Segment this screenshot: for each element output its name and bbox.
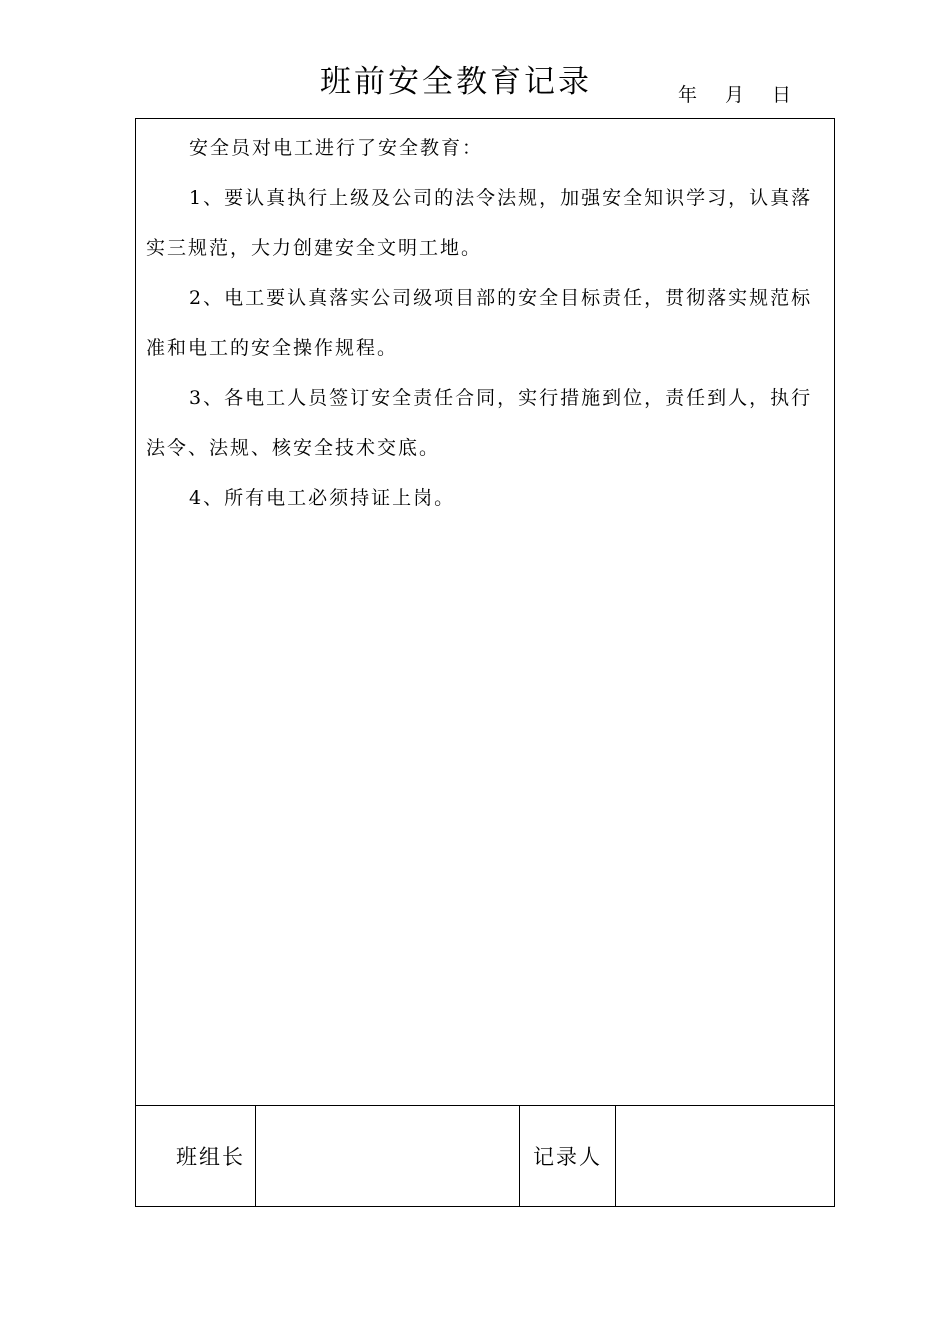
date-day-label: 日 xyxy=(772,84,792,106)
list-item: 4、所有电工必须持证上岗。 xyxy=(189,487,456,509)
list-item: 1、要认真执行上级及公司的法令法规，加强安全知识学习，认真落实三规范，大力创建安全文明工地。 xyxy=(146,187,813,259)
list-item: 2、电工要认真落实公司级项目部的安全目标责任，贯彻落实规范标准和电工的安全操作规程。 xyxy=(146,287,813,359)
record-form xyxy=(135,118,835,1207)
team-leader-label: 班组长 xyxy=(136,1106,256,1206)
record-content xyxy=(146,123,826,523)
recorder-label: 记录人 xyxy=(520,1106,616,1206)
date-line xyxy=(678,80,791,107)
date-month-label: 月 xyxy=(725,84,745,106)
team-leader-field[interactable] xyxy=(256,1106,520,1206)
signature-row xyxy=(136,1105,834,1206)
page-title: 班前安全教育记录 xyxy=(320,64,592,100)
date-year-label: 年 xyxy=(678,84,698,106)
intro-text: 安全员对电工进行了安全教育： xyxy=(189,137,484,159)
list-item: 3、各电工人员签订安全责任合同，实行措施到位，责任到人，执行法令、法规、核安全技术交底。 xyxy=(146,387,813,459)
recorder-field[interactable] xyxy=(616,1106,834,1206)
